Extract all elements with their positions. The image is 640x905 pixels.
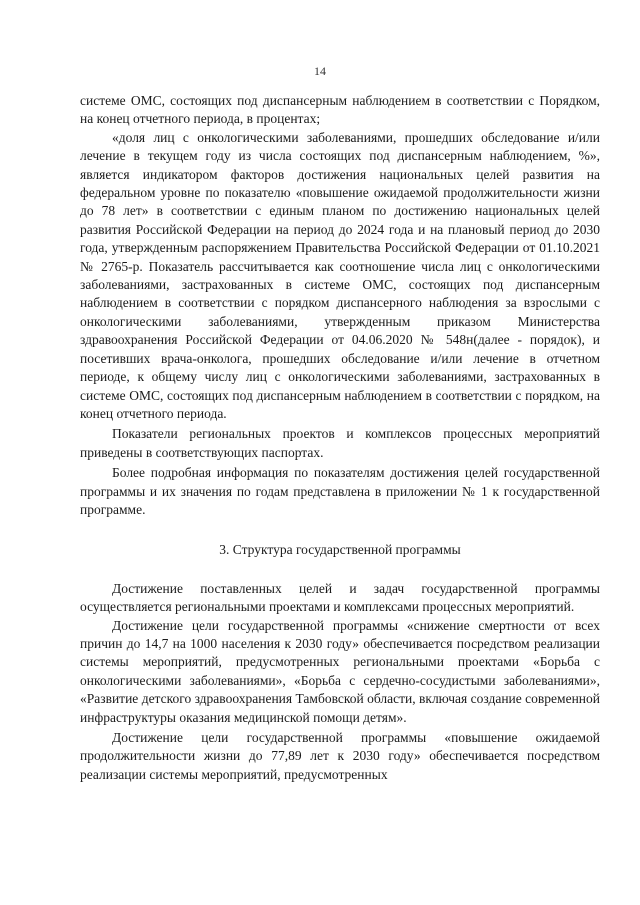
page-number: 14 (314, 64, 326, 78)
paragraph: «доля лиц с онкологическими заболеваниями, прошедших обследование и/или лечение в текущем году из числа состоящих под диспансерным наблюдением, %», является индикатором факторов достижения национальных целей развития на федеральном уровне по показателю «повышение ожидаемой продолжительности жизни до 78 лет» в соответствии с единым планом по достижению национальных целей развития Российской Федерации на период до 2024 года и на плановый период до 2030 года, утвержденным распоряжением Правительства Российской Федерации от 01.10.2021 № 2765-р. Показатель рассчитывается как соотношение числа лиц с онкологическими заболеваниями, застрахованных в системе ОМС, состоящих под диспансерным наблюдением в соответствии с порядком диспансерного наблюдения за взрослыми с онкологическими заболеваниями, утвержденным приказом Министерства здравоохранения Российской Федерации от 04.06.2020 № 548н(далее - порядок), и посетивших врача-онколога, прошедших обследование и/или лечение в отчетном периоде, к общему числу лиц с онкологическими заболеваниями, застрахованных в системе ОМС, состоящих под диспансерным наблюдением в соответствии с порядком, на конец отчетного периода. (80, 129, 600, 421)
paragraph: Достижение поставленных целей и задач государственной программы осуществляется региональными проектами и комплексами процессных мероприятий. (80, 580, 600, 615)
paragraph: Более подробная информация по показателям достижения целей государственной программы и их значения по годам представлена в приложении № 1 к государственной программе. (80, 465, 600, 517)
paragraph: Показатели региональных проектов и комплексов процессных мероприятий приведены в соответствующих паспортах. (80, 426, 600, 460)
paragraph: системе ОМС, состоящих под диспансерным наблюдением в соответствии с Порядком, на конец отчетного периода, в процентах; (80, 93, 600, 127)
section-heading: 3. Структура государственной программы (219, 542, 461, 558)
document-body (80, 92, 600, 784)
paragraph: Достижение цели государственной программы «снижение смертности от всех причин до 14,7 на 1000 населения к 2030 году» обеспечивается посредством реализации системы мероприятий, предусмотренных региональными проектами «Борьба с онкологическими заболеваниями», «Борьба с сердечно-сосудистыми заболеваниями», «Развитие детского здравоохранения Тамбовской области, включая создание современной инфраструктуры оказания медицинской помощи детям». (80, 617, 600, 725)
paragraph: Достижение цели государственной программы «повышение ожидаемой продолжительности жизни до 77,89 лет к 2030 году» обеспечивается посредством реализации системы мероприятий, предусмотренных (80, 730, 600, 782)
